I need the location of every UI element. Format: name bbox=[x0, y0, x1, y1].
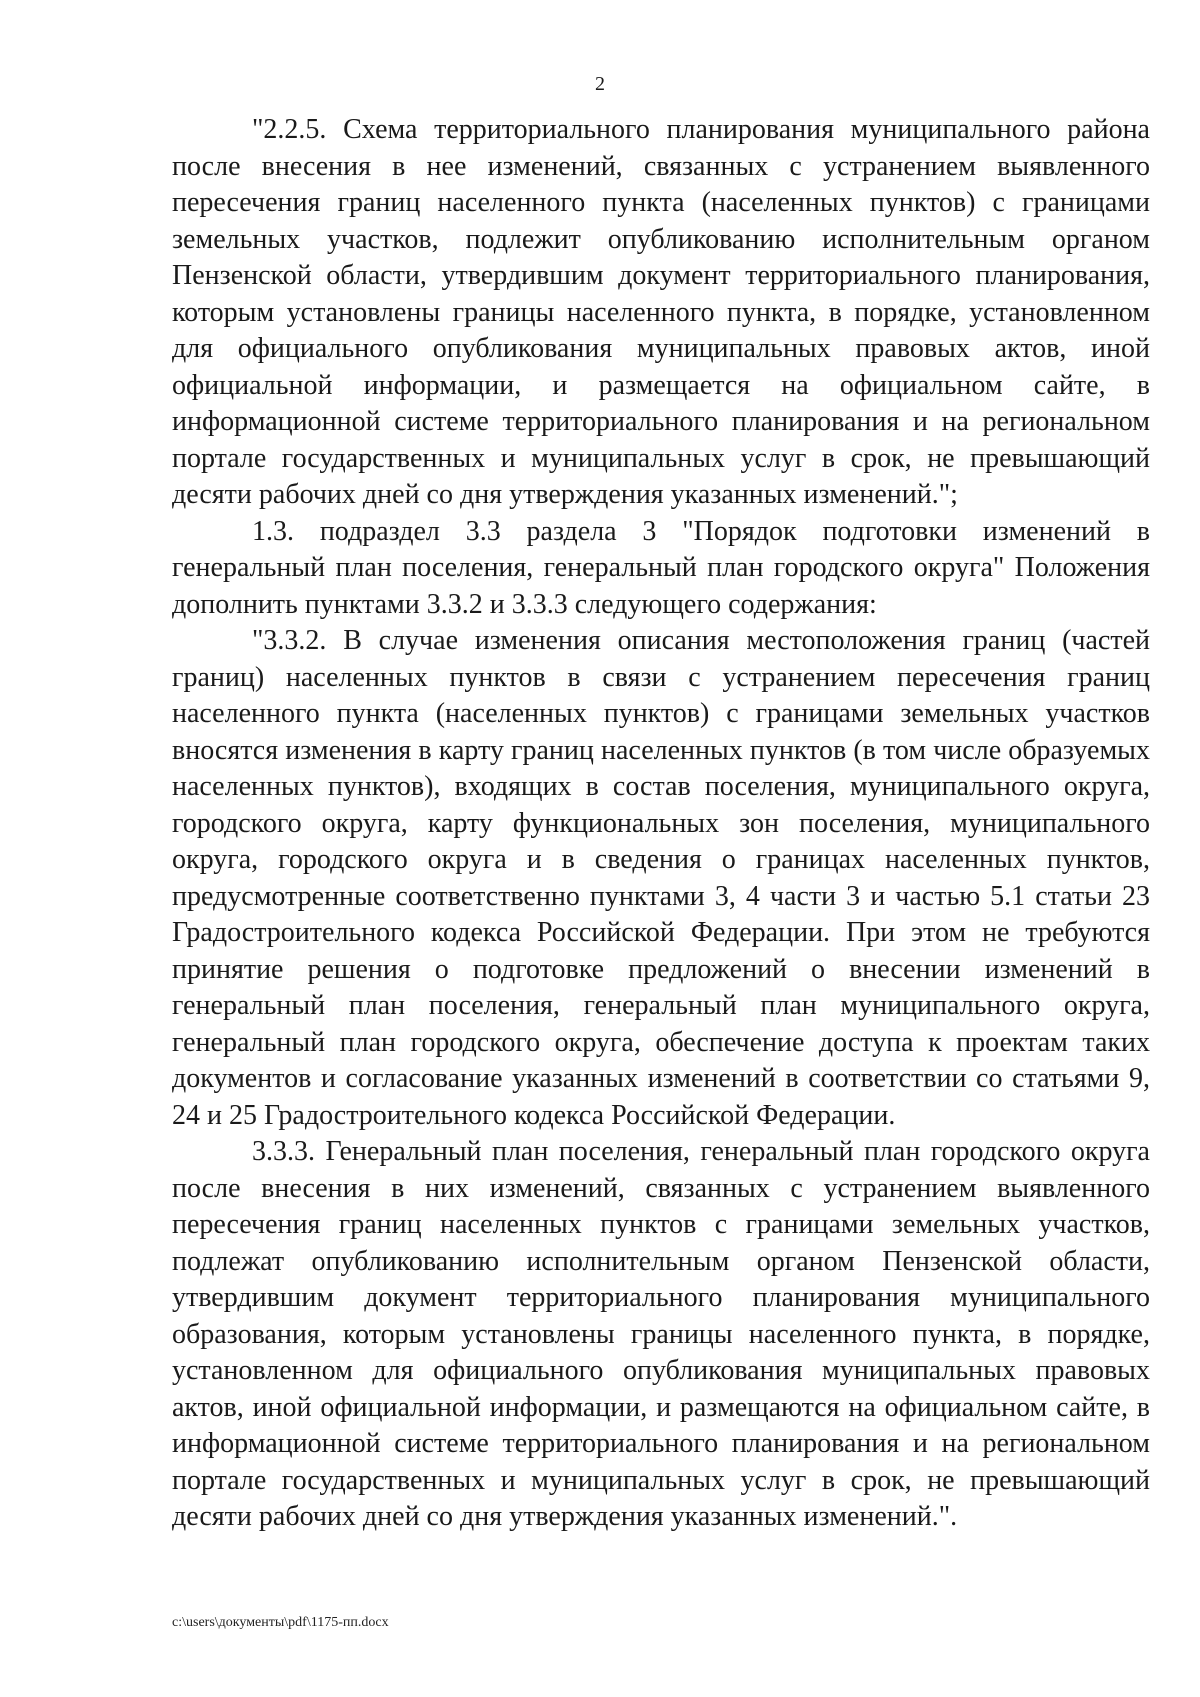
paragraph-2-2-5: "2.2.5. Схема территориального планирования муниципального района после внесения в нее изменений, связанных с устранением выявленного пересечения границ населенного пункта (населенных пунктов) с границами земельных участков, подлежит опубликованию исполнительным органом Пензенской области, утвердившим документ территориального планирования, которым установлены границы населенного пункта, в порядке, установленном для официального опубликования муниципальных правовых актов, иной официальной информации, и размещается на официальном сайте, в информационной системе территориального планирования и на региональном портале государственных и муниципальных услуг в срок, не превышающий десяти рабочих дней со дня утверждения указанных изменений."; bbox=[172, 114, 1150, 510]
paragraph-3-3-2: "3.3.2. В случае изменения описания местоположения границ (частей границ) населенных пунктов в связи с устранением пересечения границ населенного пункта (населенных пунктов) с границами земельных участков вносятся изменения в карту границ населенных пунктов (в том числе образуемых населенных пунктов), входящих в состав поселения, муниципального округа, городского округа, карту функциональных зон поселения, муниципального округа, городского округа и в сведения о границах населенных пунктов, предусмотренные соответственно пунктами 3, 4 части 3 и частью 5.1 статьи 23 Градостроительного кодекса Российской Федерации. При этом не требуются принятие решения о подготовке предложений о внесении изменений в генеральный план поселения, генеральный план муниципального округа, генеральный план городского округа, обеспечение доступа к проектам таких документов и согласование указанных изменений в соответствии со статьями 9, 24 и 25 Градостроительного кодекса Российской Федерации. bbox=[172, 625, 1150, 1131]
page-number: 2 bbox=[595, 73, 605, 95]
document-body bbox=[172, 112, 1150, 1536]
paragraph-3-3-3: 3.3.3. Генеральный план поселения, генеральный план городского округа после внесения в них изменений, связанных с устранением выявленного пересечения границ населенных пунктов с границами земельных участков, подлежат опубликованию исполнительным органом Пензенской области, утвердившим документ территориального планирования муниципального образования, которым установлены границы населенного пункта, в порядке, установленном для официального опубликования муниципальных правовых актов, иной официальной информации, и размещаются на официальном сайте, в информационной системе территориального планирования и на региональном портале государственных и муниципальных услуг в срок, не превышающий десяти рабочих дней со дня утверждения указанных изменений.". bbox=[172, 1136, 1150, 1532]
footer-file-path: c:\users\документы\pdf\1175-пп.docx bbox=[172, 1615, 389, 1630]
paragraph-1-3: 1.3. подраздел 3.3 раздела 3 "Порядок подготовки изменений в генеральный план поселения, генеральный план городского округа" Положения дополнить пунктами 3.3.2 и 3.3.3 следующего содержания: bbox=[172, 515, 1150, 620]
